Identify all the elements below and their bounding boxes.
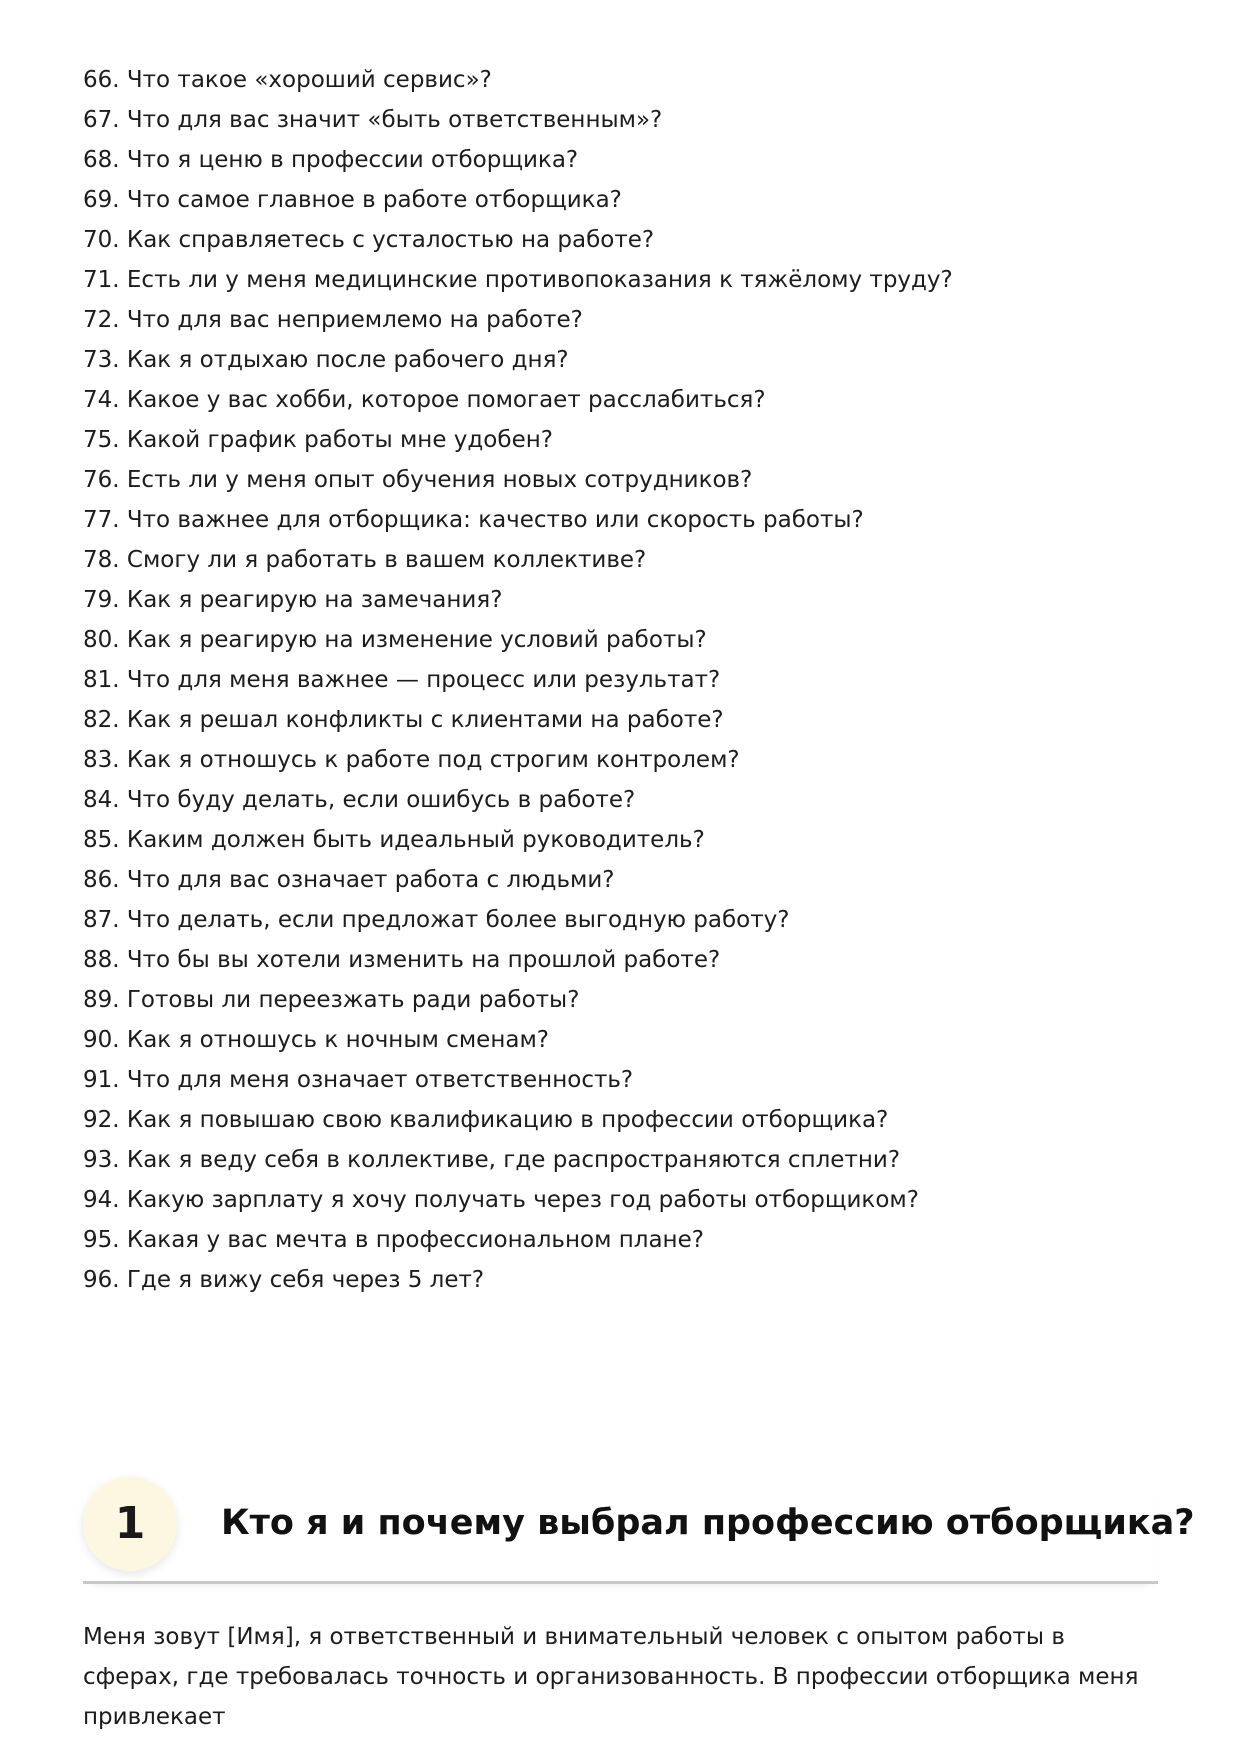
question-item: 77. Что важнее для отборщика: качество или скорость работы? [83, 507, 864, 533]
question-item: 92. Как я повышаю свою квалификацию в профессии отборщика? [83, 1107, 889, 1133]
question-item: 67. Что для вас значит «быть ответственным»? [83, 107, 663, 133]
question-item: 79. Как я реагирую на замечания? [83, 587, 503, 613]
question-item: 91. Что для меня означает ответственность? [83, 1067, 634, 1093]
question-item: 85. Каким должен быть идеальный руководитель? [83, 827, 705, 853]
question-item: 94. Какую зарплату я хочу получать через год работы отборщиком? [83, 1187, 919, 1213]
question-item: 80. Как я реагирую на изменение условий работы? [83, 627, 707, 653]
question-item: 72. Что для вас неприемлемо на работе? [83, 307, 583, 333]
question-list [83, 60, 1163, 1300]
question-item: 76. Есть ли у меня опыт обучения новых сотрудников? [83, 467, 753, 493]
question-item: 68. Что я ценю в профессии отборщика? [83, 147, 579, 173]
question-item: 86. Что для вас означает работа с людьми? [83, 867, 615, 893]
question-item: 83. Как я отношусь к работе под строгим контролем? [83, 747, 740, 773]
question-item: 78. Смогу ли я работать в вашем коллективе? [83, 547, 647, 573]
question-item: 66. Что такое «хороший сервис»? [83, 67, 492, 93]
question-item: 82. Как я решал конфликты с клиентами на работе? [83, 707, 724, 733]
question-item: 81. Что для меня важнее — процесс или результат? [83, 667, 721, 693]
question-item: 87. Что делать, если предложат более выгодную работу? [83, 907, 790, 933]
section-title: Кто я и почему выбрал профессию отборщика? [221, 1503, 1195, 1543]
question-item: 90. Как я отношусь к ночным сменам? [83, 1027, 550, 1053]
question-item: 93. Как я веду себя в коллективе, где распространяются сплетни? [83, 1147, 901, 1173]
question-item: 88. Что бы вы хотели изменить на прошлой работе? [83, 947, 721, 973]
question-item: 75. Какой график работы мне удобен? [83, 427, 553, 453]
section-body-text: Меня зовут [Имя], я ответственный и внимательный человек с опытом работы в сферах, где требовалась точность и организованность. В профессии отборщика меня привлекает [83, 1624, 1139, 1730]
question-item: 70. Как справляетесь с усталостью на работе? [83, 227, 655, 253]
question-item: 95. Какая у вас мечта в профессиональном плане? [83, 1227, 704, 1253]
question-item: 71. Есть ли у меня медицинские противопоказания к тяжёлому труду? [83, 267, 953, 293]
question-item: 69. Что самое главное в работе отборщика? [83, 187, 622, 213]
section-header [83, 1475, 1195, 1584]
question-item: 96. Где я вижу себя через 5 лет? [83, 1267, 485, 1293]
question-item: 74. Какое у вас хобби, которое помогает расслабиться? [83, 387, 766, 413]
question-item: 89. Готовы ли переезжать ради работы? [83, 987, 580, 1013]
question-item: 84. Что буду делать, если ошибусь в работе? [83, 787, 636, 813]
question-item: 73. Как я отдыхаю после рабочего дня? [83, 347, 569, 373]
section-number-badge: 1 [83, 1477, 177, 1571]
